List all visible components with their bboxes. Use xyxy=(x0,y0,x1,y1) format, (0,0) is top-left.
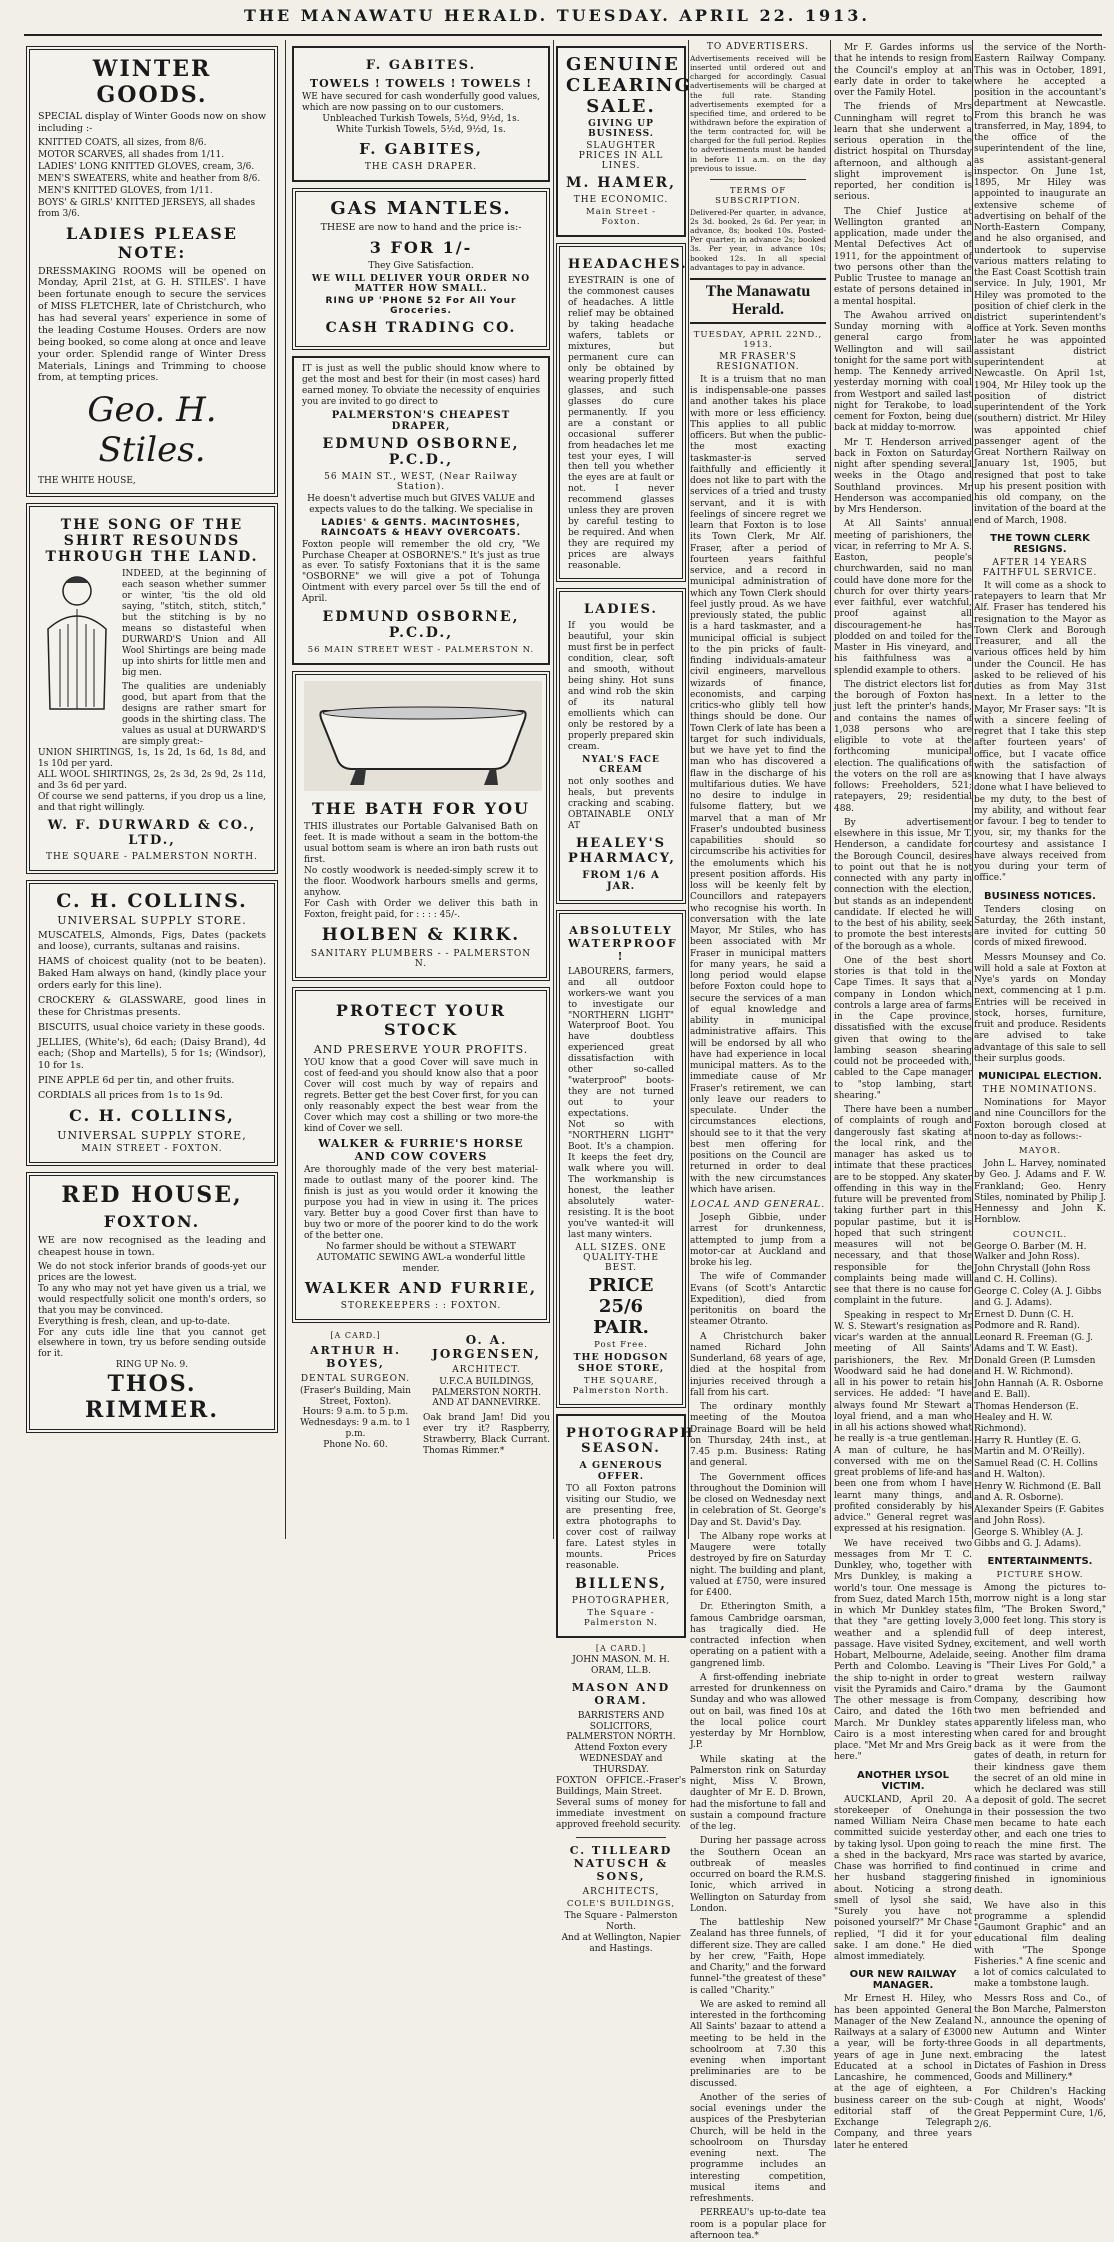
list-item: BOYS' & GIRLS' KNITTED JERSEYS, all shades from 3/6. xyxy=(38,197,256,219)
news-item: the service of the North-Eastern Railway Company. This was in October, 1891, where he accepted a position in the accountant's department at Newcastle. From this branch he was transferred, in May, 1894, to the office of the superintendent of the line, as assistant-general inspector. On June 1st, 1895, Mr Hiley was appointed to inaugurate an extensive scheme of advertising on behalf of the North-Eastern Company, and he also organised, and undertook to supervise various matters relating to the East Coast Scottish train service. In July, 1901, Mr Hiley was promoted to the position of chief clerk in the district superintendent's office at York. Seven months later he was appointed assistant district superintendent at Newcastle. On April 1st, 1904, Mr Hiley took up the position of district superintendent of the York (southern) district. Mr Hiley was appointed chief passenger agent of the Great Northern Railway on January 1st, 1905, but resigned that post to take up his present position with his old company, on the invitation of the board at the end of March, 1908. xyxy=(974,43,1106,526)
price-line: White Turkish Towels, 5½d, 9½d, 1s. xyxy=(336,124,506,135)
ad-body: THIS illustrates our Portable Galvanised Bath on feet. It is made without a seam in the bottom-the usual bottom seam is where an iron bath rusts out first. xyxy=(304,822,538,866)
news-item: We have received two messages from Mr T. C. Dunkley, who, together with Mrs Dunkley, is making a world's tour. One message is from Suez, dated March 15th, in which Mr Dunkley states that they "are getting lovely weather and a splendid passage. Have visited Sydney, Hobart, Melbourne, Adelaide, Perth and Colombo. Leaving the ship to-night in order to visit the Pyramids and Cairo." The other message is from Cairo, and dated the 16th March. Mr Dunkley states Cairo is a most interesting place. "Met Mr and Mrs Greig here." xyxy=(834,1538,972,1763)
list-item: HAMS of choicest quality (not to be beaten). Baked Ham always on hand, (kindly place your orders early for this line). xyxy=(38,956,266,992)
news-item: Messrs Ross and Co., of the Bon Marche, Palmerston N., announce the opening of new Autumn and Winter Goods in all departments, embracing the latest Dictates of Fashion in Dress Goods and Millinery.* xyxy=(974,1993,1106,2083)
ad-subtitle: UNIVERSAL SUPPLY STORE. xyxy=(57,913,247,927)
news-item: Speaking in respect to Mr W. S. Stewart's resignation as vicar's warden at the annual meeting of All Saints' parishioners, the Rev. Mr Woodward said he had done all in his power to retain his services. He added: "I have always found Mr Stewart a loyal friend, and a man who in all his actions showed what he really is -a true gentleman. A man of culture, he has conversed with me on the great problems of life-and has been one from whom I have learnt many things, and profited considerably by his advice." General regret was expressed at his resignation. xyxy=(834,1310,972,1535)
news-item: Joseph Gibbie, under arrest for drunkenness, attempted to jump from a motor-car at Auckland and broke his leg. xyxy=(690,1213,826,1269)
column-divider xyxy=(688,40,689,1539)
signature: Geo. H. Stiles. xyxy=(87,390,217,471)
order-line: For Cash with Order we deliver this bath in Foxton, freight paid, for : : : : 45/-. xyxy=(304,899,538,921)
news-item: AUCKLAND, April 20. A storekeeper of Onehunga named William Neira Chase committed suicide yesterday by taking lysol. Upon going to a shed in the backyard, Mrs Chase was horrified to find her husband staggering about. Noticing a strong smell of lysol she said, "Surely you have not poisoned yourself?" Mr Chase replied, "I did it for your sake. I am done." He died almost immediately. xyxy=(834,1794,972,1962)
section-title: ANOTHER LYSOL VICTIM. xyxy=(857,1769,949,1792)
deliver-line: WE WILL DELIVER YOUR ORDER NO MATTER HOW SMALL. xyxy=(311,273,531,294)
ad-footer: EDMUND OSBORNE, P.C.D., xyxy=(322,609,520,642)
ad-title: PROTECT YOUR STOCK xyxy=(335,1001,507,1040)
news-item: It will come as a shock to ratepayers to learn that Mr Alf. Fraser has tendered his resignation to the Mayor as Town Clerk and Borough Treasurer, and all the various offices held by him under the Council. He has asked to be relieved of his duties as from May 31st next. In a letter to the Mayor, Mr Fraser says: "It is with a sincere feeling of regret that I take this step after fourteen years' of office, but I vacate office with the satisfaction of knowing that I have always done what I have believed to be my duty, to the best of my ability, and without fear or favour. I beg to tender to you, sir, my thanks for the courtesy and assistance I have always received from you during your term of office." xyxy=(974,580,1106,884)
winter-goods-ad xyxy=(26,46,278,497)
section-title: THE TOWN CLERK RESIGNS. xyxy=(990,532,1090,555)
mayor-heading: MAYOR. xyxy=(1018,1146,1062,1156)
card-label: [A CARD.] xyxy=(595,1643,647,1653)
news-item: John L. Harvey, nominated by Geo. J. Adams and F. W. Frankland; Geo. Henry Stiles, nominated by Philip J. Hennessy and John K. Hornblow. xyxy=(974,1159,1106,1226)
ad-subtitle: GIVING UP BUSINESS. xyxy=(588,119,654,139)
column-divider xyxy=(830,40,831,1539)
news-item: At All Saints' annual meeting of parishioners, the vicar, in referring to Mr A. S. Easton, people's churchwarden, said no man could have done more for the church for over thirty years-ever faithful, ever watchful, proof against all discouragement-he has plodded on and toiled for the Master in His vineyard, and his faithfulness was a splendid example to others. xyxy=(834,519,972,676)
post-line: Post Free. xyxy=(594,1339,648,1350)
article-body: It is a truism that no man is indispensable-one passes and another takes his place with more or less efficiency. This applies to all public officers. But when the public-the most exacting taskmaster-is served faithfully and efficiently it does not like to part with the services of a tried and trusty servant, and it is with feelings of sincere regret we learn that Foxton is to lose its Town Clerk, Mr Alf. Fraser, after a period of fourteen years faithful service, and a record in municipal administration of which any Town Clerk should feel justly proud. As we have previously stated, the public is a hard taskmaster, and a municipal official is subject to the pin pricks of fault-finding individuals-amateur civil engineers, marvellous wizards of finance, economists, and carping critics-who glibly tell how things should be done. Our Town Clerk of late has been a target for such individuals, but we have yet to find the man who has discovered a flaw in the discharge of his multifarious duties. We have no desire to indulge in fulsome flattery, but we marvel that a man of Mr Fraser's undoubted business capabilities should so circumscribe his activities for the emoluments which his present position affords. His loss will be keenly felt by Councillors and ratepayers who recognise his worth. In conversation with the late Mayor, Mr Stiles, who has been associated with Mr Fraser in municipal matters for many years, he said a long period would elapse before Foxton could hope to secure the services of a man of equal knowledge and ability in municipal administrative affairs. This will be endorsed by all who have had experience in local municipal matters. As to the immediate cause of Mr Fraser's retirement, we can only leave our readers to speculate. Under the circumstances elections, should see to it that the very best men offering for positions on the Council are returned in order to deal with the new circumstances which have arisen. xyxy=(690,374,826,1195)
firm-address: Main Street - Foxton. xyxy=(585,207,657,227)
nomination: Ernest D. Dunn (C. H. Podmore and R. Rand). xyxy=(974,1310,1080,1332)
clearing-sale-ad xyxy=(556,46,692,237)
cheapest-line: PALMERSTON'S CHEAPEST DRAPER, xyxy=(331,409,511,432)
headaches-ad xyxy=(556,243,686,582)
news-item: The battleship New Zealand has three funnels, of different size. They are called by her crew, "Faith, Hope and Charity," and the forward funnel-"the greatest of these" is called "Charity." xyxy=(690,1918,826,1996)
section-title: LOCAL AND GENERAL. xyxy=(690,1199,826,1211)
gas-mantles-ad xyxy=(292,188,550,350)
advertisers-body: Advertisements received will be inserted until ordered out and charged for accordingly. Casual advertisements will be charged at the full rate. Standing advertisements exempted for a specified time, and ordered to be withdrawn before the expiration of the term contracted for, will be charged for the full period. Replies to advertisements must be handed in before 11 a.m. on the day previous to issue. xyxy=(690,54,826,173)
news-item: The district electors list for the borough of Foxton has just left the printer's hands, and contains the names of 1,038 persons who are eligible to vote at the forthcoming municipal election. The qualifications of the voters on the roll are as follows: Freeholders, 521; ratepayers, 29; residential 488. xyxy=(834,679,972,814)
news-item: The Albany rope works at Maugere were totally destroyed by fire on Saturday night. The building and plant, valued at £750, were insured for £400. xyxy=(690,1531,826,1599)
note-title: LADIES PLEASE NOTE: xyxy=(66,223,238,262)
list-item: MEN'S SWEATERS, white and heather from 8/6. xyxy=(38,173,261,184)
nomination: George C. Coley (A. J. Gibbs and G. J. Adams). xyxy=(974,1287,1102,1309)
ad-title: LADIES. xyxy=(584,602,658,618)
nomination: George O. Barber (M. H. Walker and John Ross). xyxy=(974,1241,1087,1263)
section-subtitle: PICTURE SHOW. xyxy=(996,1569,1084,1580)
card-money: Several sums of money for immediate investment on approved freehold security. xyxy=(556,1798,686,1831)
ad-body: LABOURERS, farmers, and all outdoor workers-we want you to investigate our "NORTHERN LIGHT" Waterproof Boot. You have doubtless experienced great dissatisfaction with other so-called "waterproof" boots-they are not turned out to your expectations. xyxy=(568,966,674,1120)
ad-footer: HOLBEN & KIRK. xyxy=(321,925,521,946)
news-item: Nominations for Mayor and nine Councillors for the Foxton borough closed at noon to-day as follows:- xyxy=(974,1098,1106,1142)
subscription-title: TERMS OF SUBSCRIPTION. xyxy=(715,185,801,206)
column-4 xyxy=(690,40,826,2241)
price: 3 FOR 1/- xyxy=(369,237,473,257)
ad-body: SLAUGHTER PRICES IN ALL LINES. xyxy=(578,141,664,171)
cards-row xyxy=(292,1329,550,1458)
patterns-note: Of course we send patterns, if you drop us a line, and that right willingly. xyxy=(38,791,266,813)
phone-line: RING UP 'PHONE 52 For All Your Groceries. xyxy=(325,295,517,316)
card-label: [A CARD.] xyxy=(330,1330,381,1340)
shirt-body: INDEED, at the beginning of each season whether summer or winter, 'tis the old old saying, "stitch, stitch, stitch," but the stitching is by no means so distasteful when DURWARD'S Union and All Wool Shirtings are being made up into shirts for little men and big men. xyxy=(122,569,266,678)
firm-title: PHOTOGRAPHER, xyxy=(571,1595,671,1606)
list-item: Everything is fresh, clean, and up-to-date. xyxy=(38,1316,231,1327)
list-item: RING UP No. 9. xyxy=(115,1360,189,1371)
ad-title: THE SONG OF THE SHIRT RESOUNDS THROUGH THE LAND. xyxy=(45,517,259,566)
ad-body: Foxton people will remember the old cry, "We Purchase Cheaper at OSBORNE'S." It's just as true as ever. To satisfy Foxtonians that it is the same "OSBORNE" we will give a pot of Tohunga Ointment with every parcel over 5s till the end of April. xyxy=(302,539,540,605)
card-title: ARCHITECTS, xyxy=(582,1887,660,1898)
price-line: Unbleached Turkish Towels, 5½d, 9½d, 1s. xyxy=(322,113,520,124)
newspaper-title: The Manawatu Herald. xyxy=(690,278,826,324)
ad-footer: CASH TRADING CO. xyxy=(325,319,517,336)
section-title: OUR NEW RAILWAY MANAGER. xyxy=(849,1969,957,1992)
news-item: PERREAU's up-to-date tea room is a popular place for afternoon tea.* xyxy=(690,2208,826,2241)
column-2 xyxy=(292,40,550,1539)
news-item: For Children's Hacking Cough at night, Woods' Great Peppermint Cure, 1/6, 2/6. xyxy=(974,2086,1106,2131)
card-name: C. TILLEARD NATUSCH & SONS, xyxy=(569,1844,673,1884)
list-item: MUSCATELS, Almonds, Figs, Dates (packets and loose), currants, sultanas and raisins. xyxy=(38,929,266,953)
offer-line: A GENEROUS OFFER. xyxy=(579,1459,663,1482)
council-heading: COUNCIL. xyxy=(1012,1229,1068,1240)
awl-line: No farmer should be without a STEWART AUTOMATIC SEWING AWL-a wonderful little mender. xyxy=(316,1241,526,1274)
firm-name: W. F. DURWARD & CO., LTD., xyxy=(47,817,257,848)
card-address: (Fraser's Building, Main Street, Foxton). xyxy=(300,1385,411,1407)
waterproof-ad xyxy=(556,910,686,1408)
card-title: BARRISTERS AND SOLICITORS, PALMERSTON NORTH. xyxy=(566,1710,676,1743)
ad-body-2: Not so with "NORTHERN LIGHT" Boot. It's a champion. It keeps the feet dry, walk where you will. The workmanship is honest, the leather absolutely water-resisting. It is the boot you've wanted-it will last many winters. xyxy=(568,1120,674,1240)
column-divider xyxy=(285,40,286,1539)
ad-body: If you would be beautiful, your skin must first be in perfect condition, clear, soft and smooth, without being shiny. Hot suns and wind rob the skin of its natural emollients which can only be restored by a properly prepared skin cream. xyxy=(568,621,674,752)
ad-title: HEADACHES. xyxy=(568,257,688,272)
ad-title: RED HOUSE, xyxy=(61,1181,243,1208)
ladies-ad xyxy=(556,588,686,903)
news-item: We are asked to remind all interested in the forthcoming All Saints' bazaar to attend a meeting to be held in the schoolroom at 7.30 this evening when important preliminaries are to be discussed. xyxy=(690,1999,826,2089)
list-item: We do not stock inferior brands of goods-yet our prices are the lowest. xyxy=(38,1261,266,1283)
section-title: BUSINESS NOTICES. xyxy=(984,890,1096,902)
nomination: Alexander Speirs (F. Gabites and John Ross). xyxy=(974,1504,1104,1526)
subscription-body: Delivered-Per quarter, in advance, 2s 3d. booked, 2s 6d. Per year, in advance, 8s; booked 10s. Posted-Per quarter, in advance 2s; booked 3s. Per year, in advance 10s; booked 12s. In all special advantages to pay in advance. xyxy=(690,207,826,272)
separator xyxy=(576,1837,666,1838)
firm-address: THE SQUARE - PALMERSTON NORTH. xyxy=(46,851,258,862)
news-item: Among the pictures to-morrow night is a long star film, "The Broken Sword," 3,000 feet long. This story is full of deep interest, excitement, and well worth seeing. Another film drama is "Their Lives For Gold," a great western railway drama by the Gaumont Company, describing how two men befriended and apparently lifeless man, who when cared for and brought back as it were from the gates of death, in return for their kindness gave them the secret of an old mine in which he declared was still a deposit of gold. The secret in their possession the two men became to hate each other, and each one tries to reach the mine first. The race was started by avarice, continued in crime and finished in ignominious death. xyxy=(974,1582,1106,1897)
dateline: TUESDAY, APRIL 22ND., 1913. xyxy=(693,329,823,350)
nomination: John Chrystall (John Ross and C. H. Collins). xyxy=(974,1264,1091,1286)
list-item: MOTOR SCARVES, all shades from 1/11. xyxy=(38,149,225,160)
news-item: We have also in this programme a splendid "Gaumont Graphic" and an educational film dealing with "The Sponge Fisheries." A fine scenic and a lot of comics calculated to make a tombstone laugh. xyxy=(974,1900,1106,1990)
ad-title: PHOTOGRAPH SEASON. xyxy=(566,1425,695,1456)
store-address: THE SQUARE, Palmerston North. xyxy=(572,1375,670,1396)
ad-footer-address: 56 MAIN STREET WEST - PALMERSTON N. xyxy=(307,645,535,656)
firm-name: M. HAMER, xyxy=(566,175,677,191)
column-divider xyxy=(553,40,554,1539)
card-office: FOXTON OFFICE.-Fraser's Buildings, Main Street. xyxy=(556,1776,686,1798)
towels-line: TOWELS ! TOWELS ! TOWELS ! xyxy=(309,77,533,90)
ad-body-2: not only soothes and heals, but prevents cracking and scabing. OBTAINABLE ONLY AT xyxy=(568,776,674,831)
note-body: DRESSMAKING ROOMS will be opened on Monday, April 21st, at G. H. STILES'. I have been fortunate enough to secure the services of MISS FLETCHER, late of Christchurch, who has had several years' experience in some of the leading Costume Houses. Orders are now being booked, so come along at once and leave your order. Splendid range of Winter Dress Materials, Linings and Trimming to choose from, at tempting prices. xyxy=(38,265,266,384)
ad-body: THESE are now to hand and the price is:- xyxy=(320,221,522,233)
news-item: Dr. Etherington Smith, a famous Cambridge oarsman, has tragically died. He contracted infection when operating on a patient with a gangrened limb. xyxy=(690,1602,826,1669)
card-names: JOHN MASON. M. H. ORAM, LL.B. xyxy=(572,1654,670,1676)
stock-cover-ad xyxy=(292,987,550,1322)
firm-address: The Square - Palmerston N. xyxy=(584,1607,658,1628)
column-3 xyxy=(556,40,695,1955)
ad-body: YOU know that a good Cover will save much in cost of feed-and you should know also that a poor Cover will cost much by way of repairs and regrets. Better get the best Cover first, for you can only reasonably expect the best wear from the Cover which may cost a shilling or two more-the kind of Cover we sell. xyxy=(304,1058,538,1134)
news-item: Mr F. Gardes informs us that he intends to resign from the Council's employ at an early date in order to take over the Family Hotel. xyxy=(834,43,972,98)
man-in-shirt-illustration xyxy=(38,569,116,719)
ad-intro: SPECIAL display of Winter Goods now on show including :- xyxy=(38,111,266,134)
card-phone: Phone No. 60. xyxy=(323,1440,388,1451)
footer-name: C. H. COLLINS, xyxy=(69,1105,235,1125)
footer-address: MAIN STREET - FOXTON. xyxy=(81,1143,223,1154)
list-item: To any who may not yet have given us a trial, we would respectfully solicit one month's orders, so that you may be convinced. xyxy=(38,1283,266,1316)
ad-footer-sub: THE CASH DRAPER. xyxy=(364,161,478,172)
nomination: Thomas Henderson (E. Healey and H. W. Richmond). xyxy=(974,1402,1079,1434)
satisfaction: They Give Satisfaction. xyxy=(368,260,474,271)
firm-sub: THE ECONOMIC. xyxy=(573,195,669,205)
jam-notice: Oak brand Jam! Did you ever try it? Raspberry, Strawberry, Black Currant. Thomas Rimmer.* xyxy=(423,1413,550,1457)
card-name: O. A. JORGENSEN, xyxy=(432,1332,541,1361)
news-item: There have been a number of complaints of rough and dangerously fast skating at the local rink, and the manager has asked us to intimate that these practices are to be stopped. Any skater offending in this way in the future will be prevented from taking further part in this popular pastime, but it is hoped that such stringent measures will not be necessary, and that those responsible for the complaints being made will see that there is no cause for complaint in the future. xyxy=(834,1105,972,1307)
list-item: For any cuts idle line that you cannot get elsewhere in town, try us before sending outside for it. xyxy=(38,1327,266,1360)
list-item: JELLIES, (White's), 6d each; (Daisy Brand), 4d each; (Shop and Martells), 5 for 1s; (Windsor), 10 for 1s. xyxy=(38,1036,266,1072)
firm-address: 56 MAIN ST., WEST, (Near Railway Station). xyxy=(324,471,518,492)
special-line: LADIES' & GENTS. MACINTOSHES, RAINCOATS & HEAVY OVERCOATS. xyxy=(320,517,522,538)
ad-footer: WALKER AND FURRIE, xyxy=(304,1278,538,1297)
ad-footer-sub: FROM 1/6 A JAR. xyxy=(582,869,660,892)
price-line: ALL WOOL SHIRTINGS, 2s, 2s 3d, 2s 9d, 2s 11d, and 3s 6d per yard. xyxy=(38,769,266,791)
ad-title-2: AND PRESERVE YOUR PROFITS. xyxy=(313,1043,529,1057)
card-attend: Attend Foxton every WEDNESDAY and THURSDAY. xyxy=(574,1743,668,1776)
ad-title: GAS MANTLES. xyxy=(330,197,512,219)
bathtub-illustration xyxy=(304,681,542,791)
firm-name: BILLENS, xyxy=(574,1575,668,1592)
collins-ad xyxy=(26,880,278,1166)
nomination: Samuel Read (C. H. Collins and H. Walton). xyxy=(974,1458,1098,1480)
ad-title: WINTER GOODS. xyxy=(92,56,212,108)
section-subtitle: AFTER 14 YEARS FAITHFUL SERVICE. xyxy=(982,557,1098,578)
news-item: A first-offending inebriate arrested for drunkenness on Sunday and who was allowed out on bail, was fined 10s at the local police court yesterday by Mr Hornblow, J.P. xyxy=(690,1672,826,1751)
osborne-ad xyxy=(292,356,550,666)
red-house-ad xyxy=(26,1172,278,1433)
shirt-body-2: The qualities are undeniably good, but apart from that the designs are rather smart for goods in the shirting class. The values as usual at DURWARD'S are simply great:- xyxy=(122,681,266,747)
nomination: George S. Whibley (A. J. Gibbs and G. J. Adams). xyxy=(974,1527,1084,1549)
list-item: CROCKERY & GLASSWARE, good lines in these for Christmas presents. xyxy=(38,994,266,1018)
masthead-rule xyxy=(24,34,1102,36)
news-item: One of the best short stories is that told in the Cape Times. It says that a company in London which controls a large area of farms in the Cape province, dissatisfied with the excuse given that owing to the lambing season shearing could not be proceeded with, cabled to the Cape manager to "stop lambing, start shearing." xyxy=(834,955,972,1101)
jorgensen-card xyxy=(423,1329,550,1458)
mason-oram-card xyxy=(556,1644,686,1832)
ad-title: F. GABITES. xyxy=(365,58,477,73)
news-item: The ordinary monthly meeting of the Moutoa Drainage Board will be held on Thursday, 24th inst., at 7.45 p.m. Business: Rating and general. xyxy=(690,1402,826,1469)
news-item: A Christchurch baker named Richard John Sunderland, 68 years of age, died at the hospital from injuries received through a fall from his cart. xyxy=(690,1331,826,1398)
masthead: THE MANAWATU HERALD. TUESDAY. APRIL 22. 1913. xyxy=(244,6,870,25)
ad-footer: THE WHITE HOUSE, xyxy=(38,476,136,487)
footer-sub: UNIVERSAL SUPPLY STORE, xyxy=(57,1128,247,1142)
sizes-line: ALL SIZES. ONE QUALITY-THE BEST. xyxy=(575,1242,667,1273)
store-name: THE HODGSON SHOE STORE, xyxy=(573,1351,669,1374)
card-building: COLE'S BUILDINGS, xyxy=(566,1899,676,1910)
news-item: Messrs Mounsey and Co. will hold a sale at Foxton at Nye's yards on Monday next, commencing at 1 p.m. Entries will be received in stock, horses, furniture, fruit and produce. Residents are advised to take advantage of this sale to sell their surplus goods. xyxy=(974,952,1106,1064)
news-item: Mr T. Henderson arrived back in Foxton on Saturday night after spending several weeks in the Otago and Southland provinces. Mr Henderson was accompanied by Mrs Henderson. xyxy=(834,437,972,515)
card-title: DENTAL SURGEON. xyxy=(300,1373,411,1384)
ad-intro: IT is just as well the public should know where to get the most and best for their (in most cases) hard earned money. To obviate the necessity of enquiries you are invited to go direct to xyxy=(302,363,540,407)
section-subtitle: THE NOMINATIONS. xyxy=(982,1085,1098,1095)
column-5 xyxy=(834,40,972,2151)
ad-footer-sub: SANITARY PLUMBERS - - PALMERSTON N. xyxy=(310,949,532,970)
list-item: KNITTED COATS, all sizes, from 8/6. xyxy=(38,137,207,148)
nomination: Harry R. Huntley (E. G. Martin and M. O'Reilly). xyxy=(974,1435,1085,1457)
news-item: Another of the series of social evenings under the auspices of the Presbyterian Church, will be held in the schoolroom on Thursday evening next. The programme includes an interesting competition, musical items and refreshments. xyxy=(690,2092,826,2205)
news-item: The wife of Commander Evans (of Scott's Antarctic Expedition), died from peritonitis on board the steamer Otranto. xyxy=(690,1272,826,1328)
news-item: Tenders closing on Saturday, the 26th instant, are invited for cutting 50 cords of mixed firewood. xyxy=(974,904,1106,949)
ad-title: THE BATH FOR YOU xyxy=(312,799,530,819)
card-address: U.F.C.A BUILDINGS, PALMERSTON NORTH. xyxy=(431,1376,542,1398)
news-item: During her passage across the Southern Ocean an outbreak of measles occurred on board the R.M.S. Ionic, which arrived in Wellington on Saturday from London. xyxy=(690,1836,826,1914)
list-item: BISCUITS, usual choice variety in these goods. xyxy=(38,1021,265,1033)
ad-body: TO all Foxton patrons visiting our Studio, we are presenting free, extra photographs to cover cost of railway fare. Latest styles in mounts. Prices reasonable. xyxy=(566,1483,676,1571)
value-line: He doesn't advertise much but GIVES VALUE and expects values to do the talking. We specialise in xyxy=(307,493,535,515)
article-title: MR FRASER'S RESIGNATION. xyxy=(716,351,800,372)
boyes-card xyxy=(292,1329,419,1458)
firm-name: EDMUND OSBORNE, P.C.D., xyxy=(322,435,520,468)
nomination: John Hannah (A. R. Osborne and E. Ball). xyxy=(974,1379,1104,1401)
news-item: By advertisement elsewhere in this issue, Mr T. Henderson, a candidate for the Borough Council, desires to point out that he is not connected with any party in connection with the election, but stands as an independent candidate. If elected he will to the best of his ability, seek to promote the best interests of the borough as a whole. xyxy=(834,817,972,952)
advertisers-title: TO ADVERTISERS. xyxy=(706,42,810,52)
list-item: LADIES' LONG KNITTED GLOVES, cream, 3/6. xyxy=(38,161,255,172)
column-1 xyxy=(26,40,278,1539)
ad-body: WE are now recognised as the leading and cheapest house in town. xyxy=(38,1234,266,1258)
news-item: The Chief Justice at Wellington granted an application, made under the Mental Defectives Act of 1911, for the appointment of two persons other than the Public Trustee to manage an estate of persons detained in a mental hospital. xyxy=(834,206,972,307)
card-address: The Square - Palmerston North. xyxy=(564,1911,678,1933)
ad-title: C. H. COLLINS. xyxy=(56,889,248,912)
cream-name: NYAL'S FACE CREAM xyxy=(582,754,660,775)
news-item: The Government offices throughout the Dominion will be closed on Wednesday next in celebration of St. George's Day and St. David's Day. xyxy=(690,1472,826,1528)
section-title: ENTERTAINMENTS. xyxy=(987,1555,1093,1567)
card-title: ARCHITECT. xyxy=(452,1364,521,1375)
column-6 xyxy=(974,40,1106,2131)
ad-body: EYESTRAIN is one of the commonest causes of headaches. A little relief may be obtained by taking headache wafers, tablets or mixtures, but permanent cure can only be obtained by wearing properly fitted glasses, and such glasses do cure permanently. If you are a constant or occasional sufferer from headaches let me test your eyes, I will then tell you whether the eyes are at fault or not. I never recommend glasses unless they are proven by careful testing to be required. And when they are required my prices are always reasonable. xyxy=(568,276,675,572)
ad-footer: THOS. RIMMER. xyxy=(85,1371,219,1424)
ad-title: ABSOLUTELY WATERPROOF ! xyxy=(568,923,678,963)
list-item: CORDIALS all prices from 1s to 1s 9d. xyxy=(38,1090,223,1102)
walker-line: WALKER & FURRIE'S HORSE AND COW COVERS xyxy=(318,1136,524,1163)
ad-footer: F. GABITES, xyxy=(359,139,483,158)
ad-body-2: No costly woodwork is needed-simply screw it to the floor. Woodwork harbours smells and germs, anyhow. xyxy=(304,866,538,899)
news-item: The friends of Mrs Cunningham will regret to learn that she underwent a serious operation in the district hospital on Thursday afternoon, and although a slight improvement is reported, her condition is serious. xyxy=(834,102,972,203)
shirt-ad xyxy=(26,503,278,873)
tilleard-card xyxy=(556,1844,686,1955)
list-item: PINE APPLE 6d per tin, and other fruits. xyxy=(38,1075,235,1087)
bath-ad xyxy=(292,671,550,981)
card-extra: AND AT DANNEVIRKE. xyxy=(432,1398,541,1409)
gabites-ad xyxy=(292,46,550,182)
news-item: While skating at the Palmerston rink on Saturday night, Miss V. Brown, daughter of Mr E. D. Brown, had the misfortune to fall and sustain a compound fracture of the leg. xyxy=(690,1754,826,1833)
card-name: ARTHUR H. BOYES, xyxy=(310,1343,401,1370)
ad-footer-sub: STOREKEEPERS : : FOXTON. xyxy=(340,1300,502,1311)
column-divider xyxy=(972,40,973,1539)
ad-body-2: Are thoroughly made of the very best material-made to outlast many of the poorer kind. The finish is just as you would order it knowing the purpose you had in view in using it. The prices vary. Better buy a good Cover first than have to buy two or more of the poorer kind to do the work of the better one. xyxy=(304,1164,538,1241)
news-item: Mr Ernest H. Hiley, who has been appointed General Manager of the New Zealand Railways at a salary of £3000 a year, will be forty-three years of age in June next. Educated at a school in Lancashire, he commenced, at the age of eighteen, a business career on the sub-editorial staff of the Exchange Telegraph Company, and three years later he entered xyxy=(834,1994,972,2151)
nomination: Donald Green (P. Lumsden and H. W. Richmond). xyxy=(974,1356,1096,1378)
nomination: Henry W. Richmond (E. Ball and A. R. Osborne). xyxy=(974,1481,1102,1503)
price: PRICE 25/6 PAIR. xyxy=(588,1274,654,1338)
ad-title: GENUINE CLEARING SALE. xyxy=(566,54,692,117)
separator xyxy=(710,179,806,180)
card-extra: And at Wellington, Napier and Hastings. xyxy=(561,1933,681,1955)
ad-subtitle: FOXTON. xyxy=(103,1211,201,1231)
ad-body: WE have secured for cash wonderfully good values, which are now passing on to our customers. xyxy=(302,92,540,113)
photograph-ad xyxy=(556,1414,695,1638)
price-line: UNION SHIRTINGS, 1s, 1s 2d, 1s 6d, 1s 8d, and 1s 10d per yard. xyxy=(38,747,266,769)
section-title: MUNICIPAL ELECTION. xyxy=(978,1071,1102,1082)
ad-footer: HEALEY'S PHARMACY, xyxy=(568,835,676,866)
card-firm: MASON AND ORAM. xyxy=(571,1680,671,1707)
list-item: MEN'S KNITTED GLOVES, from 1/11. xyxy=(38,185,213,196)
news-item: The Awahou arrived on Sunday morning with a general cargo from Wellington and will sail tonight for the same port with hemp. The Kennedy arrived yesterday morning with coal from Westport and sailed last night for Terakobe, to load cement for Foxton, being due back at midday to-morrow. xyxy=(834,310,972,434)
nomination: Leonard R. Freeman (G. J. Adams and T. W. East). xyxy=(974,1333,1093,1355)
card-hours: Hours: 9 a.m. to 5 p.m. Wednesdays: 9 a.m. to 1 p.m. xyxy=(300,1407,411,1440)
